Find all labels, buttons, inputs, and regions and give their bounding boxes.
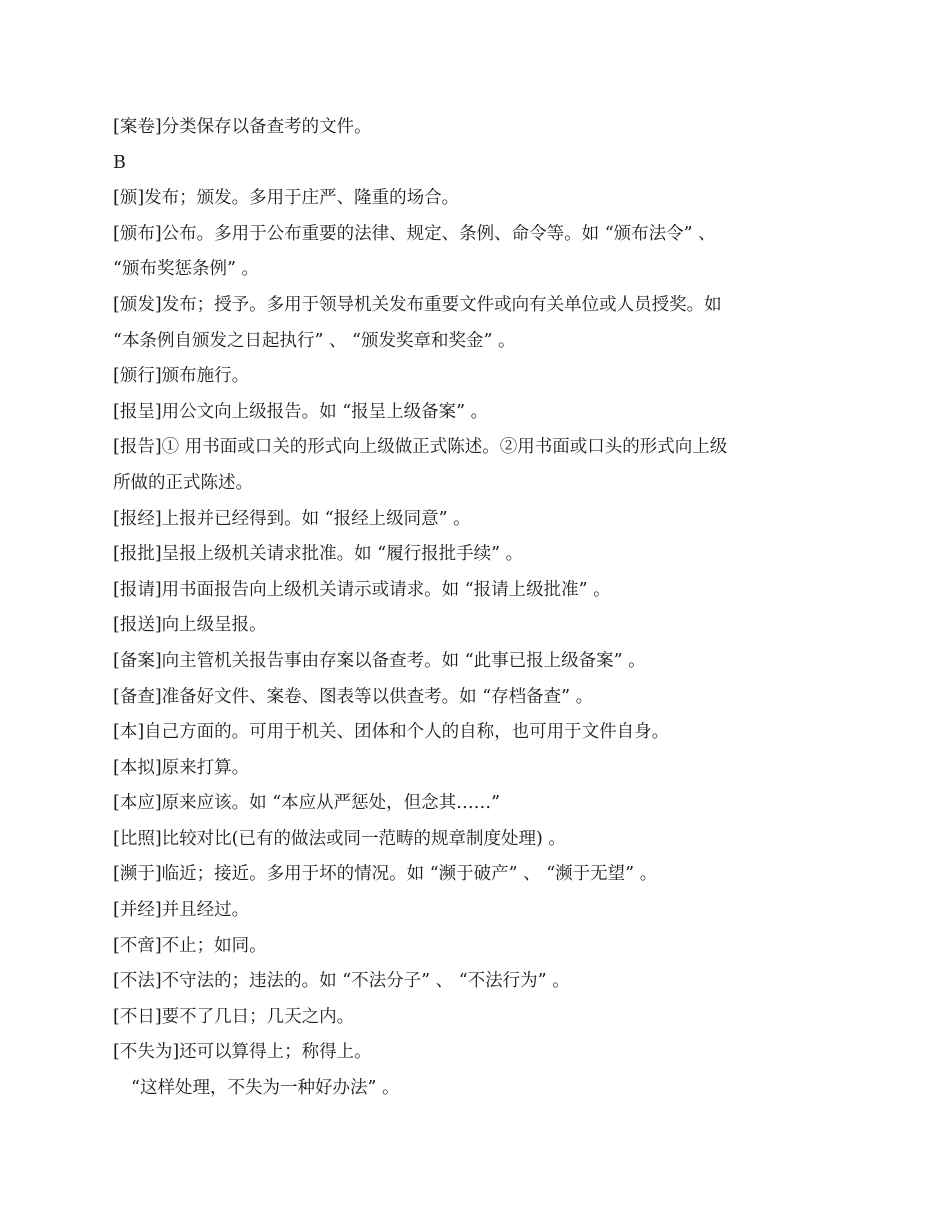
entry-line: “本条例自颁发之日起执行” 、 “颁发奖章和奖金” 。 bbox=[113, 330, 516, 351]
section-letter: B bbox=[113, 152, 126, 173]
entry-line: [案卷]分类保存以备查考的文件。 bbox=[113, 117, 372, 137]
entry-line: [报请]用书面报告向上级机关请示或请求。如 “报请上级批准” 。 bbox=[113, 579, 611, 600]
entry-line: [备案]向主管机关报告事由存案以备查考。如 “此事已报上级备案” 。 bbox=[113, 650, 646, 671]
entry-line: [颁]发布；颁发。多用于庄严、隆重的场合。 bbox=[113, 188, 460, 209]
document-body bbox=[113, 110, 803, 1107]
entry-line: [报批]呈报上级机关请求批准。如 “履行报批手续” 。 bbox=[113, 544, 524, 565]
entry-line: [报送]向上级呈报。 bbox=[113, 615, 267, 636]
entry-line: [并经]并且经过。 bbox=[113, 900, 250, 921]
entry-line: [不日]要不了几日；几天之内。 bbox=[113, 1006, 355, 1027]
entry-line: [报告]① 用书面或口关的形式向上级做正式陈述。②用书面或口头的形式向上级 bbox=[113, 437, 728, 458]
entry-line: [比照]比较对比(已有的做法或同一范畴的规章制度处理) 。 bbox=[113, 828, 566, 849]
entry-line: [颁布]公布。多用于公布重要的法律、规定、条例、命令等。如 “颁布法令” 、 bbox=[113, 223, 716, 244]
entry-line: [颁发]发布；授予。多用于领导机关发布重要文件或向有关单位或人员授奖。如 bbox=[113, 294, 722, 315]
entry-line: [报呈]用公文向上级报告。如 “报呈上级备案” 。 bbox=[113, 401, 489, 422]
entry-line: [颁行]颁布施行。 bbox=[113, 366, 250, 387]
entry-line: [报经]上报并已经得到。如 “报经上级同意” 。 bbox=[113, 508, 471, 529]
entry-line: “颁布奖惩条例” 。 bbox=[113, 259, 259, 280]
entry-line: [不啻]不止；如同。 bbox=[113, 935, 267, 956]
entry-line: [不失为]还可以算得上；称得上。 bbox=[113, 1042, 372, 1063]
entry-line: [本]自己方面的。可用于机关、团体和个人的自称，也可用于文件自身。 bbox=[113, 722, 670, 743]
entry-line: [本拟]原来打算。 bbox=[113, 757, 250, 778]
entry-line: [备查]准备好文件、案卷、图表等以供查考。如 “存档备查” 。 bbox=[113, 686, 594, 707]
entry-line: [本应]原来应该。如 “本应从严惩处，但念其……” bbox=[113, 793, 501, 814]
entry-line: 所做的正式陈述。 bbox=[113, 472, 253, 493]
example-line: “这样处理，不失为一种好办法” 。 bbox=[131, 1078, 400, 1099]
entry-line: [濒于]临近；接近。多用于坏的情况。如 “濒于破产” 、 “濒于无望” 。 bbox=[113, 864, 658, 885]
entry-line: [不法]不守法的；违法的。如 “不法分子” 、 “不法行为” 。 bbox=[113, 971, 570, 992]
